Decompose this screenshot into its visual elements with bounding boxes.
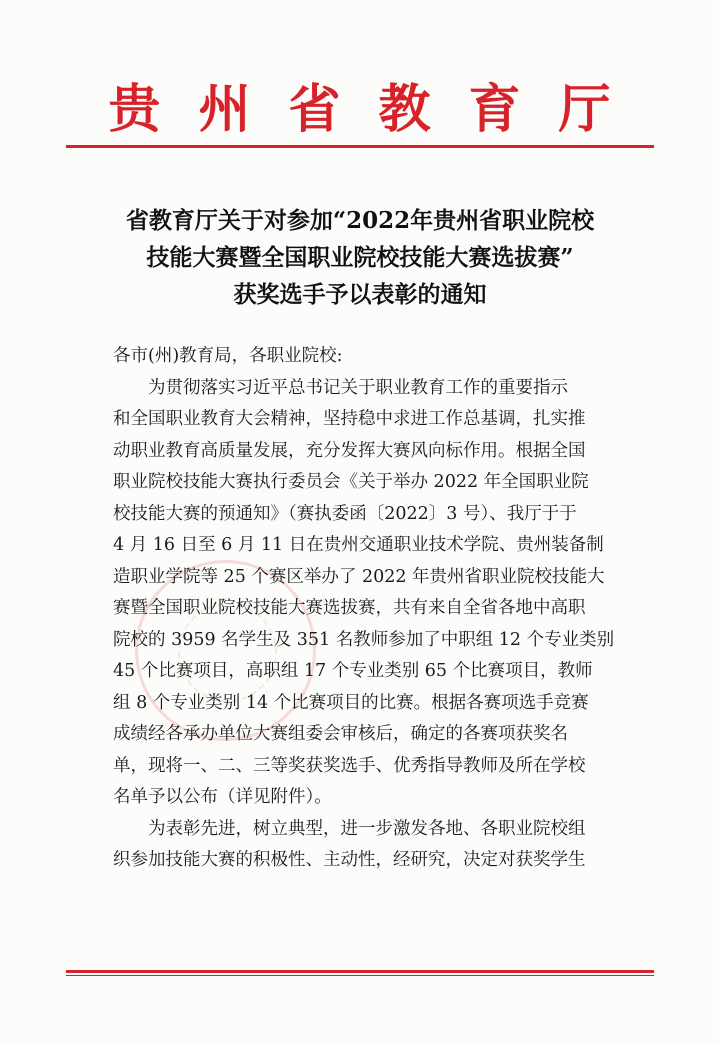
paragraph-2 — [113, 814, 613, 877]
paragraph-1-line-5: 校技能大赛的预通知》（赛执委函〔2022〕3 号）、我厅于于 — [113, 503, 577, 524]
paragraph-1-line-9: 院校的 3959 名学生及 351 名教师参加了中职组 12 个专业类别 — [113, 629, 615, 650]
title-line-2: 技能大赛暨全国职业院校技能大赛选拔赛” — [146, 244, 574, 271]
paragraph-1-line-7: 造职业学院等 25 个赛区举办了 2022 年贵州省职业院校技能大 — [113, 566, 605, 587]
paragraph-1-line-13: 单，现将一、二、三等奖获奖选手、优秀指导教师及所在学校 — [113, 755, 586, 776]
title-line-3: 获奖选手予以表彰的通知 — [233, 281, 487, 308]
paragraph-1 — [113, 373, 613, 814]
letterhead-red-rule — [66, 145, 654, 148]
footer-red-rule-thin — [66, 975, 654, 976]
letterhead-org-name: 贵州省教育厅 — [108, 79, 649, 140]
paragraph-1-line-12: 成绩经各承办单位大赛组委会审核后，确定的各赛项获奖名 — [113, 724, 568, 744]
paragraph-2-line-1: 为表彰先进，树立典型，进一步激发各地、各职业院校组 — [148, 818, 586, 839]
paragraph-1-line-11: 组 8 个专业类别 14 个比赛项目的比赛。根据各赛项选手竞赛 — [113, 692, 589, 713]
title-line-1: 省教育厅关于对参加“2022年贵州省职业院校 — [125, 207, 595, 234]
document-title — [60, 202, 660, 313]
paragraph-1-line-8: 赛暨全国职业院校技能大赛选拔赛，共有来自全省各地中高职 — [113, 598, 586, 618]
paragraph-1-line-3: 动职业教育高质量发展，充分发挥大赛风向标作用。根据全国 — [113, 440, 586, 461]
footer-red-rule — [66, 970, 654, 973]
paragraph-1-line-4: 职业院校技能大赛执行委员会《关于举办 2022 年全国职业院 — [113, 472, 589, 492]
paragraph-1-line-6: 4 月 16 日至 6 月 11 日在贵州交通职业技术学院、贵州装备制 — [113, 535, 604, 555]
paragraph-1-line-14: 名单予以公布（详见附件）。 — [113, 787, 332, 807]
document-body — [113, 341, 613, 877]
paragraph-1-line-2: 和全国职业教育大会精神，坚持稳中求进工作总基调，扎实推 — [113, 409, 586, 429]
salutation: 各市(州)教育局，各职业院校: — [113, 346, 343, 366]
paragraph-1-line-10: 45 个比赛项目，高职组 17 个专业类别 65 个比赛项目，教师 — [113, 661, 593, 681]
paragraph-1-line-1: 为贯彻落实习近平总书记关于职业教育工作的重要指示 — [148, 377, 568, 398]
paragraph-2-line-2: 织参加技能大赛的积极性、主动性，经研究，决定对获奖学生 — [113, 850, 586, 870]
